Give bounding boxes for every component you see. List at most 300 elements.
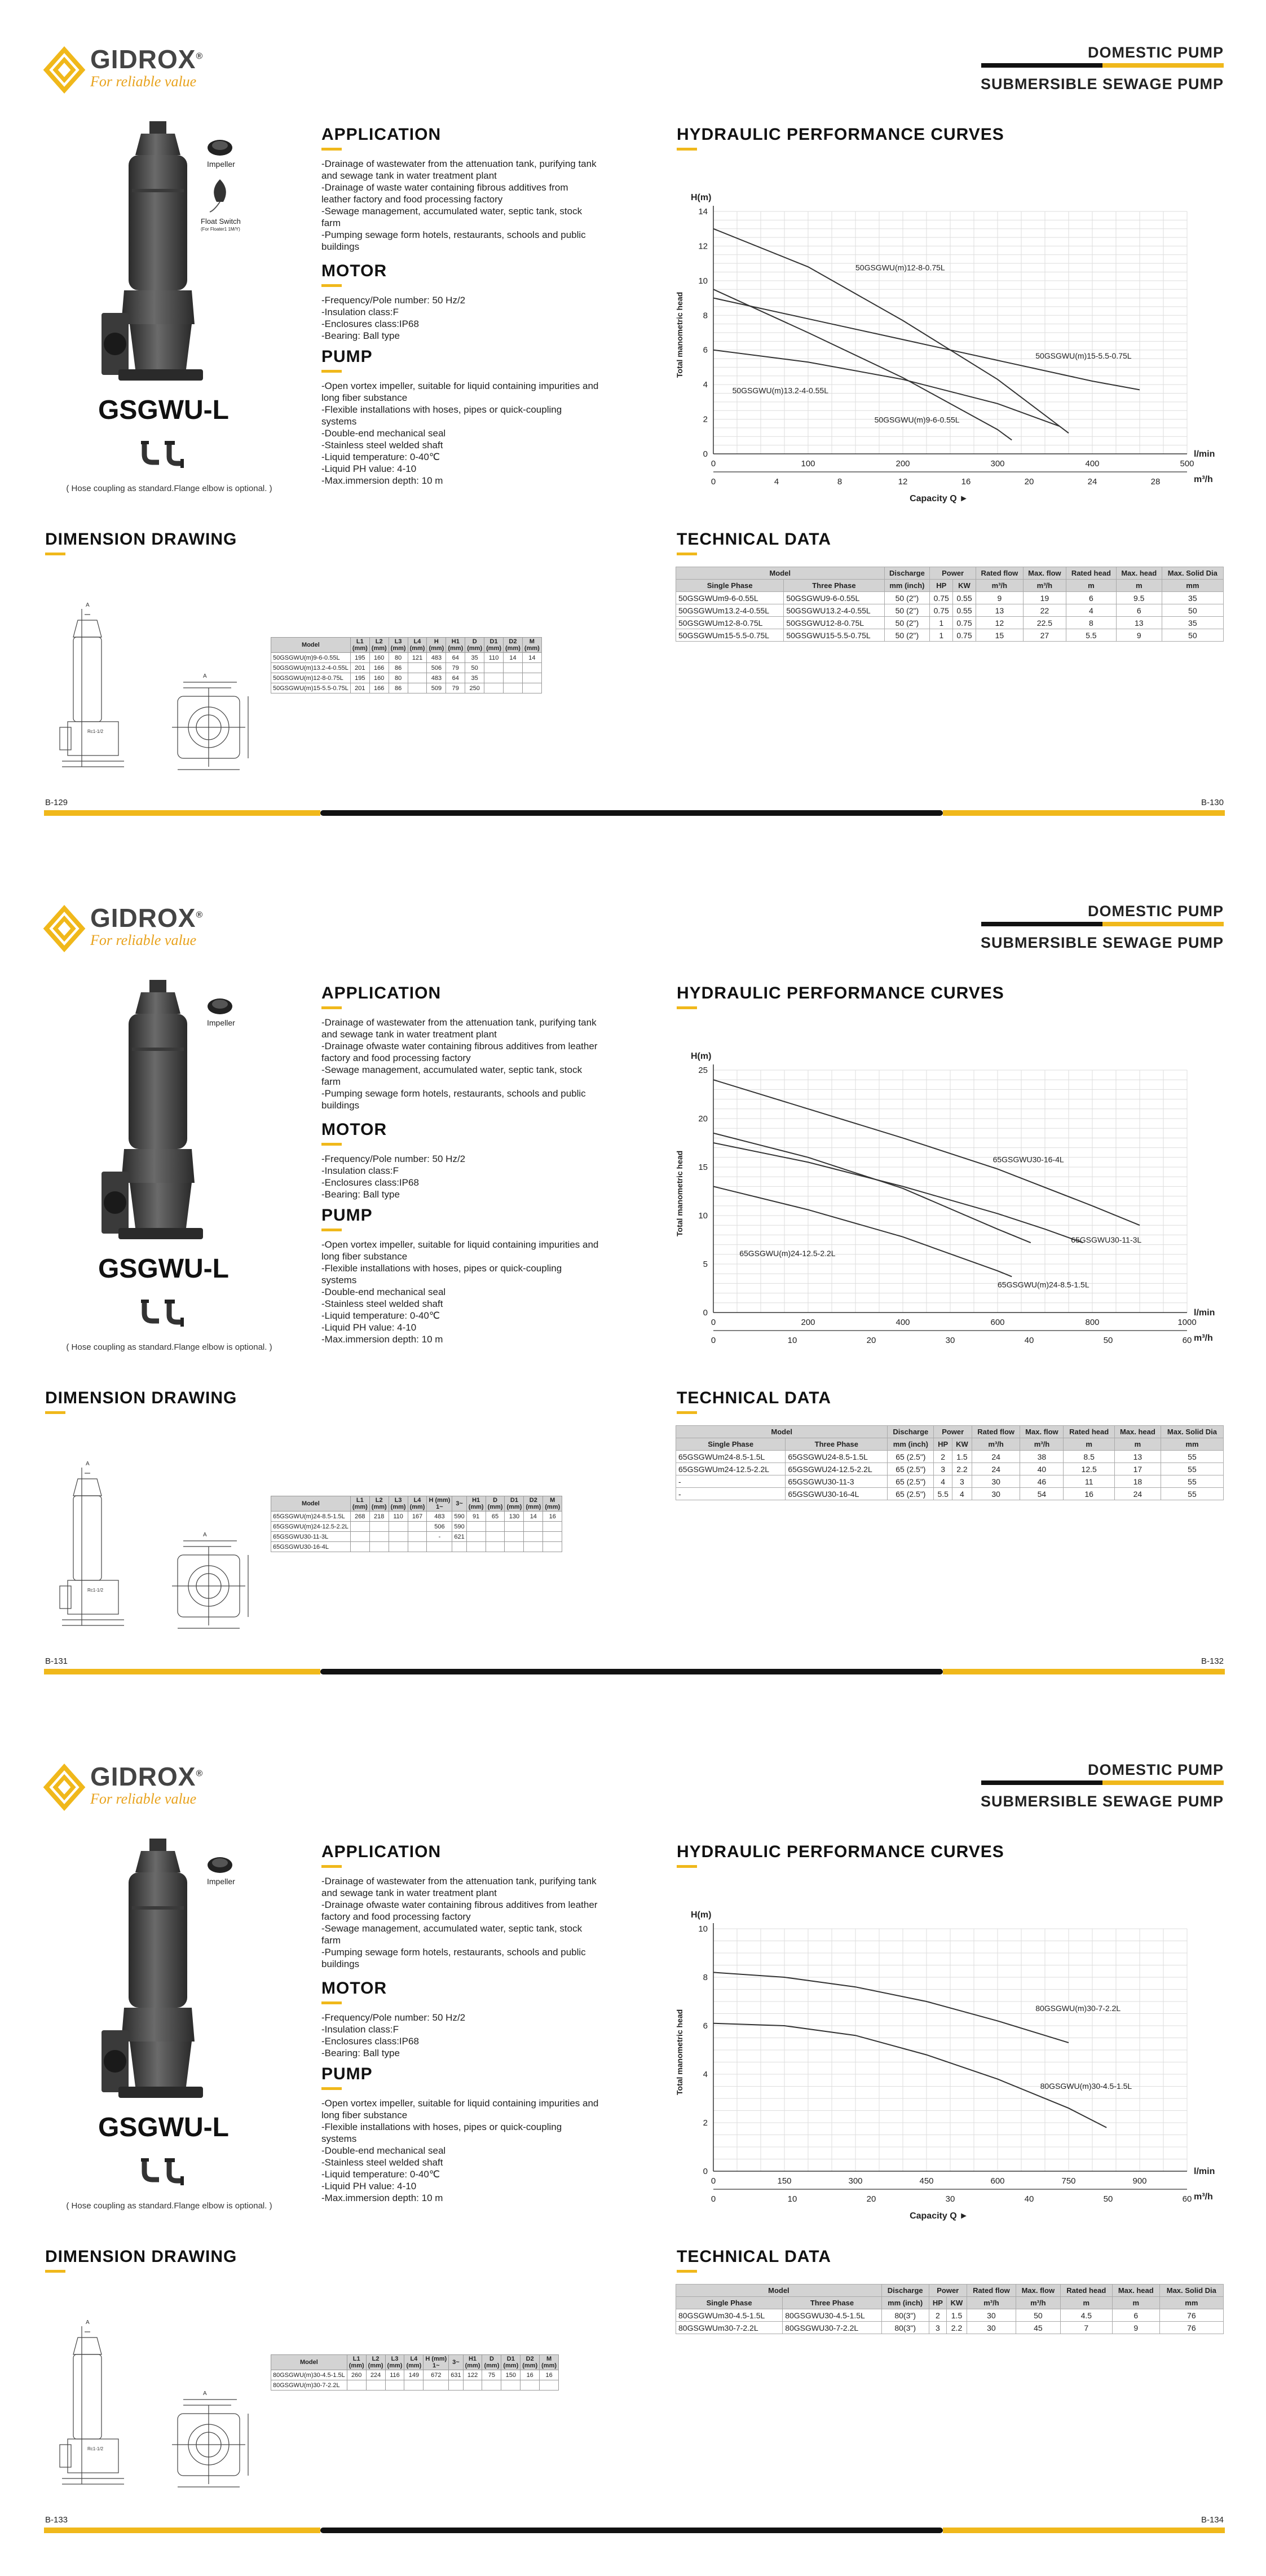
table-row — [271, 1522, 562, 1532]
dim-header-cell: L3 (mm) — [389, 1496, 408, 1512]
tech-header-cell: Rated flow — [976, 567, 1023, 580]
y-axis-title: Total manometric head — [675, 291, 684, 378]
motor-text: -Frequency/Pole number: 50 Hz/2 -Insulation class:F -Enclosures class:IP68 -Bearing: Ball type — [321, 1154, 466, 1200]
x-unit-lmin: l/min — [1194, 1308, 1215, 1318]
y-tick-label: 6 — [703, 345, 708, 355]
x-tick-label-lmin: 450 — [919, 2176, 934, 2186]
table-cell — [452, 1542, 466, 1552]
table-cell: 110 — [389, 1512, 408, 1522]
x-tick-label-m3h: 50 — [1103, 1336, 1113, 1345]
table-cell: 86 — [389, 663, 408, 673]
table-cell: 65GSGWU30-16-4L — [786, 1488, 888, 1500]
table-cell — [486, 1542, 505, 1552]
brand-tagline: For reliable value — [90, 932, 197, 948]
table-cell — [389, 1522, 408, 1532]
table-cell: 50GSGWU12-8-0.75L — [784, 617, 884, 629]
brand-logo — [44, 903, 224, 959]
x-tick-label-lmin: 400 — [1085, 459, 1100, 469]
table-cell: 16 — [520, 2370, 540, 2380]
table-cell: 9 — [1112, 2322, 1159, 2334]
model-name: GSGWU-L — [98, 2113, 229, 2142]
technical-title: TECHNICAL DATA — [677, 2247, 831, 2266]
table-row — [676, 617, 1224, 629]
x-tick-label-m3h: 60 — [1182, 1336, 1192, 1345]
tech-subheader-cell: mm (inch) — [884, 580, 930, 592]
impeller-icon — [206, 1853, 234, 1877]
x-tick-label-lmin: 100 — [801, 459, 815, 469]
svg-text:A: A — [86, 602, 90, 608]
table-cell: 65 — [486, 1512, 505, 1522]
catalog-spread — [0, 1717, 1266, 2576]
y-tick-label: 4 — [703, 2070, 708, 2079]
catalog-spread — [0, 859, 1266, 1717]
tech-subheader-cell: Three Phase — [784, 580, 884, 592]
table-row — [271, 1532, 562, 1542]
table-cell — [505, 1522, 524, 1532]
table-cell: 121 — [408, 653, 427, 663]
table-cell: 55 — [1161, 1451, 1223, 1463]
table-row — [676, 1488, 1224, 1500]
dim-header-cell: L4 (mm) — [404, 2355, 424, 2370]
x-axis-title: Capacity Q ► — [910, 2211, 968, 2221]
table-cell: 150 — [501, 2370, 520, 2380]
tech-subheader-cell: Single Phase — [676, 580, 784, 592]
table-cell: 6 — [1066, 592, 1116, 604]
table-cell — [385, 2380, 404, 2391]
tech-subheader-cell: HP — [929, 2297, 947, 2309]
tech-header-cell: Power — [930, 567, 976, 580]
table-row — [271, 663, 542, 673]
tech-subheader-cell: KW — [953, 580, 976, 592]
dim-header-cell: H1 (mm) — [463, 2355, 482, 2370]
tech-subheader-cell: mm — [1161, 1438, 1223, 1451]
table-cell: 0.55 — [953, 604, 976, 617]
float-switch-icon — [209, 179, 231, 213]
table-cell — [505, 1532, 524, 1542]
pump-text: -Open vortex impeller, suitable for liquid containing impurities and long fiber substance -Flexible installations with hoses, pipes or quick-coupling systems -Double-end mechanical seal -Stainless steel welded shaft -Liquid temperature: 0-40℃ -Liquid PH value: 4-10 -Max.immersion depth: 10 m — [321, 2098, 599, 2203]
model-name: GSGWU-L — [98, 1254, 229, 1284]
table-cell: 80GSGWUm30-4.5-1.5L — [676, 2309, 783, 2322]
table-cell: 1 — [930, 629, 953, 642]
table-cell — [449, 2380, 463, 2391]
table-cell: 54 — [1020, 1488, 1064, 1500]
table-cell: 12 — [976, 617, 1023, 629]
brand-tagline: For reliable value — [90, 1791, 197, 1807]
diamond-logo-icon — [44, 906, 85, 951]
y-tick-label: 10 — [698, 1211, 708, 1221]
technical-table — [676, 2284, 1224, 2334]
table-cell — [466, 1522, 486, 1532]
table-cell: - — [427, 1532, 452, 1542]
x-tick-label-m3h: 40 — [1024, 1336, 1034, 1345]
table-cell: 38 — [1020, 1451, 1064, 1463]
tech-header-cell: Max. flow — [1023, 567, 1066, 580]
series-label: 50GSGWU(m)9-6-0.55L — [874, 415, 960, 425]
header-bar — [981, 922, 1224, 926]
table-cell: 130 — [505, 1512, 524, 1522]
table-row — [271, 653, 542, 663]
table-cell: 5.5 — [934, 1488, 952, 1500]
dim-header-cell: L3 (mm) — [389, 638, 408, 653]
series-label: 65GSGWU30-16-4L — [992, 1155, 1064, 1164]
table-cell: 50GSGWUm9-6-0.55L — [676, 592, 784, 604]
table-cell: 4.5 — [1060, 2309, 1112, 2322]
x-tick-label-lmin: 600 — [990, 2176, 1005, 2186]
dimension-title: DIMENSION DRAWING — [45, 1389, 237, 1407]
table-cell — [543, 1522, 562, 1532]
pump-title: PUMP — [321, 1206, 373, 1225]
series-label: 65GSGWU(m)24-12.5-2.2L — [739, 1249, 836, 1258]
table-cell: 3 — [929, 2322, 947, 2334]
dim-header-cell: 3~ — [449, 2355, 463, 2370]
tech-header-cell: Power — [934, 1426, 972, 1438]
table-cell: 590 — [452, 1522, 466, 1532]
dim-header-cell: H (mm) — [427, 638, 446, 653]
table-cell: 80(3") — [881, 2309, 929, 2322]
svg-text:Rc1-1/2: Rc1-1/2 — [87, 729, 104, 734]
table-cell: 80GSGWU30-4.5-1.5L — [783, 2309, 882, 2322]
table-cell: 80 — [389, 673, 408, 683]
x-unit-m3h: m³/h — [1194, 1333, 1213, 1343]
table-cell: 50GSGWU(m)12-8-0.75L — [271, 673, 351, 683]
dimension-table-wrap — [271, 1496, 562, 1552]
series-line — [713, 1186, 1012, 1276]
y-tick-label: 0 — [703, 449, 708, 459]
application-title: APPLICATION — [321, 1842, 442, 1861]
table-cell: 50GSGWU13.2-4-0.55L — [784, 604, 884, 617]
header-domestic: DOMESTIC PUMP — [1087, 903, 1224, 920]
table-cell: 80GSGWU(m)30-7-2.2L — [271, 2380, 347, 2391]
table-cell: 7 — [1060, 2322, 1112, 2334]
catalog-spread — [0, 0, 1266, 859]
chart-grid — [713, 1929, 1187, 2171]
catalog-page-3 — [0, 1717, 1266, 2576]
table-cell — [404, 2380, 424, 2391]
table-cell — [504, 673, 523, 683]
table-cell: 122 — [463, 2370, 482, 2380]
y-tick-label: 10 — [698, 1924, 708, 1934]
dimension-table-wrap — [271, 637, 542, 693]
dim-header-cell: Model — [271, 1496, 351, 1512]
footer-bar — [44, 2528, 1225, 2533]
pump-title: PUMP — [321, 347, 373, 366]
table-cell: 50 (2") — [884, 629, 930, 642]
table-cell: 65GSGWU30-11-3 — [786, 1475, 888, 1488]
header-submersible: SUBMERSIBLE SEWAGE PUMP — [980, 934, 1224, 951]
curves-title: HYDRAULIC PERFORMANCE CURVES — [677, 984, 1004, 1002]
tech-subheader-cell: mm (inch) — [881, 2297, 929, 2309]
table-cell: 13 — [1114, 1451, 1161, 1463]
table-cell: 65GSGWU(m)24-12.5-2.2L — [271, 1522, 351, 1532]
brand-logo — [44, 1761, 224, 1818]
tech-header-cell: Rated head — [1064, 1426, 1114, 1438]
dim-header-cell: M (mm) — [522, 638, 541, 653]
x-tick-label-lmin: 0 — [711, 2176, 716, 2186]
table-cell: 9.5 — [1116, 592, 1162, 604]
table-cell: 50GSGWUm15-5.5-0.75L — [676, 629, 784, 642]
table-cell — [543, 1532, 562, 1542]
x-tick-label-lmin: 1000 — [1177, 1318, 1197, 1327]
page-number-right: B-132 — [1201, 1656, 1224, 1666]
table-cell — [522, 683, 541, 693]
table-cell: 80(3") — [881, 2322, 929, 2334]
table-cell: 250 — [465, 683, 484, 693]
table-cell: 11 — [1064, 1475, 1114, 1488]
dim-header-cell: L1 (mm) — [347, 2355, 366, 2370]
tech-subheader-cell: m — [1112, 2297, 1159, 2309]
tech-subheader-cell: mm — [1159, 2297, 1223, 2309]
x-tick-label-m3h: 10 — [787, 1336, 797, 1345]
table-row — [676, 604, 1224, 617]
tech-subheader-cell: m — [1060, 2297, 1112, 2309]
table-cell: 5.5 — [1066, 629, 1116, 642]
table-cell: 16 — [540, 2370, 559, 2380]
header-submersible: SUBMERSIBLE SEWAGE PUMP — [980, 1793, 1224, 1810]
page-number-left: B-133 — [45, 2515, 68, 2525]
dim-header-cell: D (mm) — [482, 2355, 501, 2370]
x-tick-label-lmin: 300 — [848, 2176, 863, 2186]
tech-subheader-cell: HP — [934, 1438, 952, 1451]
table-cell: 4 — [934, 1475, 952, 1488]
table-cell: 18 — [1114, 1475, 1161, 1488]
performance-chart — [671, 1022, 1215, 1366]
technical-table-wrap — [676, 567, 1224, 642]
table-cell: 1.5 — [947, 2309, 967, 2322]
table-row — [271, 2370, 559, 2380]
diamond-logo-icon — [44, 1765, 85, 1810]
table-cell — [350, 1532, 369, 1542]
series-label: 50GSGWU(m)15-5.5-0.75L — [1035, 351, 1132, 361]
tech-header-cell: Model — [676, 2285, 882, 2297]
table-row — [676, 1475, 1224, 1488]
tech-header-cell: Max. flow — [1016, 2285, 1061, 2297]
tech-header-cell: Model — [676, 1426, 888, 1438]
svg-text:A: A — [203, 673, 207, 679]
table-cell: 19 — [1023, 592, 1066, 604]
application-text: -Drainage of wastewater from the attenuation tank, purifying tank and sewage tank in water treatment plant -Drainage ofwaste water containing fibrous additives from leather factory and food processing factory -Sewage management, accumulated water, septic tank, stock farm -Pumping sewage form hotels, restaurants, schools and public buildings — [321, 1017, 598, 1111]
table-cell: 0.75 — [930, 604, 953, 617]
table-cell: 50GSGWU9-6-0.55L — [784, 592, 884, 604]
dim-header-cell: D2 (mm) — [524, 1496, 543, 1512]
table-cell: 65GSGWUm24-8.5-1.5L — [676, 1451, 786, 1463]
table-cell: 14 — [504, 653, 523, 663]
x-tick-label-lmin: 200 — [896, 459, 910, 469]
table-cell — [504, 683, 523, 693]
x-tick-label-m3h: 8 — [837, 477, 842, 487]
x-tick-label-lmin: 750 — [1061, 2176, 1076, 2186]
curves-title: HYDRAULIC PERFORMANCE CURVES — [677, 1842, 1004, 1861]
table-cell — [505, 1542, 524, 1552]
technical-title: TECHNICAL DATA — [677, 530, 831, 549]
tech-subheader-cell: Three Phase — [786, 1438, 888, 1451]
table-cell: 15 — [976, 629, 1023, 642]
dimension-table — [271, 1496, 562, 1552]
page-number-right: B-130 — [1201, 798, 1224, 807]
dim-header-cell: L4 (mm) — [408, 638, 427, 653]
series-label: 65GSGWU30-11-3L — [1071, 1235, 1142, 1245]
header-bar — [981, 1780, 1224, 1785]
dim-header-cell: D1 (mm) — [484, 638, 504, 653]
table-cell: 224 — [366, 2370, 385, 2380]
table-cell — [522, 663, 541, 673]
tech-subheader-cell: m³/h — [976, 580, 1023, 592]
x-tick-label-lmin: 600 — [990, 1318, 1005, 1327]
table-cell: 506 — [427, 663, 446, 673]
table-cell: 35 — [1162, 617, 1223, 629]
table-cell: 24 — [972, 1451, 1020, 1463]
page-number-left: B-129 — [45, 798, 68, 807]
table-cell: 9 — [1116, 629, 1162, 642]
table-cell: 50GSGWU(m)13.2-4-0.55L — [271, 663, 351, 673]
y-tick-label: 2 — [703, 414, 708, 425]
x-tick-label-m3h: 0 — [711, 1336, 716, 1345]
motor-text: -Frequency/Pole number: 50 Hz/2 -Insulation class:F -Enclosures class:IP68 -Bearing: Ball type — [321, 295, 466, 341]
table-cell: 672 — [424, 2370, 449, 2380]
x-tick-label-m3h: 24 — [1087, 477, 1097, 487]
dim-header-cell: H (mm) 1~ — [424, 2355, 449, 2370]
tech-subheader-cell: mm (inch) — [888, 1438, 934, 1451]
table-cell: 75 — [482, 2370, 501, 2380]
dim-header-cell: H1 (mm) — [446, 638, 465, 653]
dimension-drawing — [56, 598, 271, 778]
table-cell: 24 — [1114, 1488, 1161, 1500]
series-line — [713, 289, 1012, 440]
table-cell: 483 — [427, 1512, 452, 1522]
table-cell — [389, 1542, 408, 1552]
y-tick-label: 0 — [703, 2167, 708, 2176]
x-tick-label-m3h: 50 — [1103, 2194, 1113, 2204]
dim-header-cell: L2 (mm) — [366, 2355, 385, 2370]
table-cell: 195 — [350, 673, 369, 683]
x-tick-label-m3h: 20 — [1024, 477, 1034, 487]
dim-header-cell: D (mm) — [465, 638, 484, 653]
y-unit-label: H(m) — [691, 193, 712, 202]
dim-header-cell: D (mm) — [486, 1496, 505, 1512]
table-cell: 621 — [452, 1532, 466, 1542]
series-line — [713, 2023, 1106, 2128]
table-cell: 30 — [972, 1488, 1020, 1500]
table-cell: 17 — [1114, 1463, 1161, 1475]
tech-header-cell: Max. flow — [1020, 1426, 1064, 1438]
table-cell: 6 — [1112, 2309, 1159, 2322]
table-cell: 35 — [1162, 592, 1223, 604]
tech-subheader-cell: m³/h — [972, 1438, 1020, 1451]
table-cell: 50GSGWU(m)9-6-0.55L — [271, 653, 351, 663]
tech-subheader-cell: m³/h — [1016, 2297, 1061, 2309]
table-cell: 4 — [952, 1488, 972, 1500]
pump-title: PUMP — [321, 2065, 373, 2083]
dim-header-cell: Model — [271, 2355, 347, 2370]
y-tick-label: 20 — [698, 1114, 708, 1124]
impeller-icon — [206, 135, 234, 160]
table-cell: 80GSGWU30-7-2.2L — [783, 2322, 882, 2334]
table-cell — [366, 2380, 385, 2391]
y-tick-label: 2 — [703, 2118, 708, 2128]
table-cell: 268 — [350, 1512, 369, 1522]
svg-text:A: A — [203, 1532, 207, 1538]
table-cell — [543, 1542, 562, 1552]
series-label: 50GSGWU(m)13.2-4-0.55L — [732, 386, 829, 395]
table-cell — [463, 2380, 482, 2391]
dim-header-cell: Model — [271, 638, 351, 653]
table-cell — [504, 663, 523, 673]
tech-subheader-cell: m — [1066, 580, 1116, 592]
table-cell: 65GSGWUm24-12.5-2.2L — [676, 1463, 786, 1475]
table-cell: 483 — [427, 673, 446, 683]
table-cell: 65GSGWU24-12.5-2.2L — [786, 1463, 888, 1475]
table-cell: 65GSGWU30-11-3L — [271, 1532, 351, 1542]
page-number-right: B-134 — [1201, 2515, 1224, 2525]
series-label: 80GSGWU(m)30-7-2.2L — [1035, 2004, 1121, 2013]
hose-note: ( Hose coupling as standard.Flange elbow is optional. ) — [66, 2201, 272, 2211]
table-cell: 110 — [484, 653, 504, 663]
dim-header-cell: D1 (mm) — [501, 2355, 520, 2370]
table-cell: 65GSGWU24-8.5-1.5L — [786, 1451, 888, 1463]
hose-note: ( Hose coupling as standard.Flange elbow is optional. ) — [66, 484, 272, 493]
dim-header-cell: L3 (mm) — [385, 2355, 404, 2370]
table-cell — [408, 663, 427, 673]
model-name: GSGWU-L — [98, 395, 229, 425]
hose-coupling-image — [140, 2157, 191, 2185]
header-domestic: DOMESTIC PUMP — [1087, 1761, 1224, 1778]
x-tick-label-lmin: 150 — [777, 2176, 792, 2186]
y-axis-title: Total manometric head — [675, 1150, 684, 1236]
x-tick-label-m3h: 20 — [866, 1336, 876, 1345]
table-cell — [540, 2380, 559, 2391]
table-cell: 64 — [446, 653, 465, 663]
table-cell — [486, 1522, 505, 1532]
motor-title: MOTOR — [321, 262, 387, 280]
y-tick-label: 8 — [703, 311, 708, 321]
table-cell: 50 (2") — [884, 592, 930, 604]
y-tick-label: 5 — [703, 1260, 708, 1269]
table-cell — [466, 1542, 486, 1552]
table-cell — [408, 673, 427, 683]
impeller-label: Impeller — [207, 1877, 235, 1886]
tech-header-cell: Discharge — [881, 2285, 929, 2297]
hose-coupling-image — [140, 440, 191, 468]
table-cell — [389, 1532, 408, 1542]
diamond-logo-icon — [44, 47, 85, 92]
table-cell — [408, 683, 427, 693]
tech-header-cell: Max. head — [1114, 1426, 1161, 1438]
x-tick-label-lmin: 0 — [711, 1318, 716, 1327]
y-tick-label: 25 — [698, 1066, 708, 1075]
brand-name: GIDROX® — [90, 45, 204, 74]
application-text: -Drainage of wastewater from the attenuation tank, purifying tank and sewage tank in water treatment plant -Drainage of waste water containing fibrous additives from leather factory and food processing factory -Sewage management, accumulated water, septic tank, stock farm -Pumping sewage form hotels, restaurants, schools and public buildings — [321, 158, 597, 252]
pump-image — [96, 121, 214, 386]
table-cell: 65GSGWU30-16-4L — [271, 1542, 351, 1552]
table-row — [676, 592, 1224, 604]
x-tick-label-lmin: 400 — [896, 1318, 910, 1327]
table-cell: 2.2 — [952, 1463, 972, 1475]
y-tick-label: 0 — [703, 1308, 708, 1318]
motor-title: MOTOR — [321, 1120, 387, 1139]
brand-name: GIDROX® — [90, 903, 204, 933]
table-cell: 0.75 — [930, 592, 953, 604]
table-cell: 631 — [449, 2370, 463, 2380]
table-cell: 0.75 — [953, 617, 976, 629]
tech-subheader-cell: m³/h — [1020, 1438, 1064, 1451]
application-title: APPLICATION — [321, 984, 442, 1002]
tech-subheader-cell: m — [1064, 1438, 1114, 1451]
tech-header-cell: Max. Solid Dia — [1161, 1426, 1223, 1438]
x-unit-m3h: m³/h — [1194, 2192, 1213, 2202]
x-tick-label-m3h: 0 — [711, 477, 716, 487]
dimension-title: DIMENSION DRAWING — [45, 2247, 237, 2266]
svg-text:A: A — [203, 2391, 207, 2397]
table-cell — [350, 1522, 369, 1532]
